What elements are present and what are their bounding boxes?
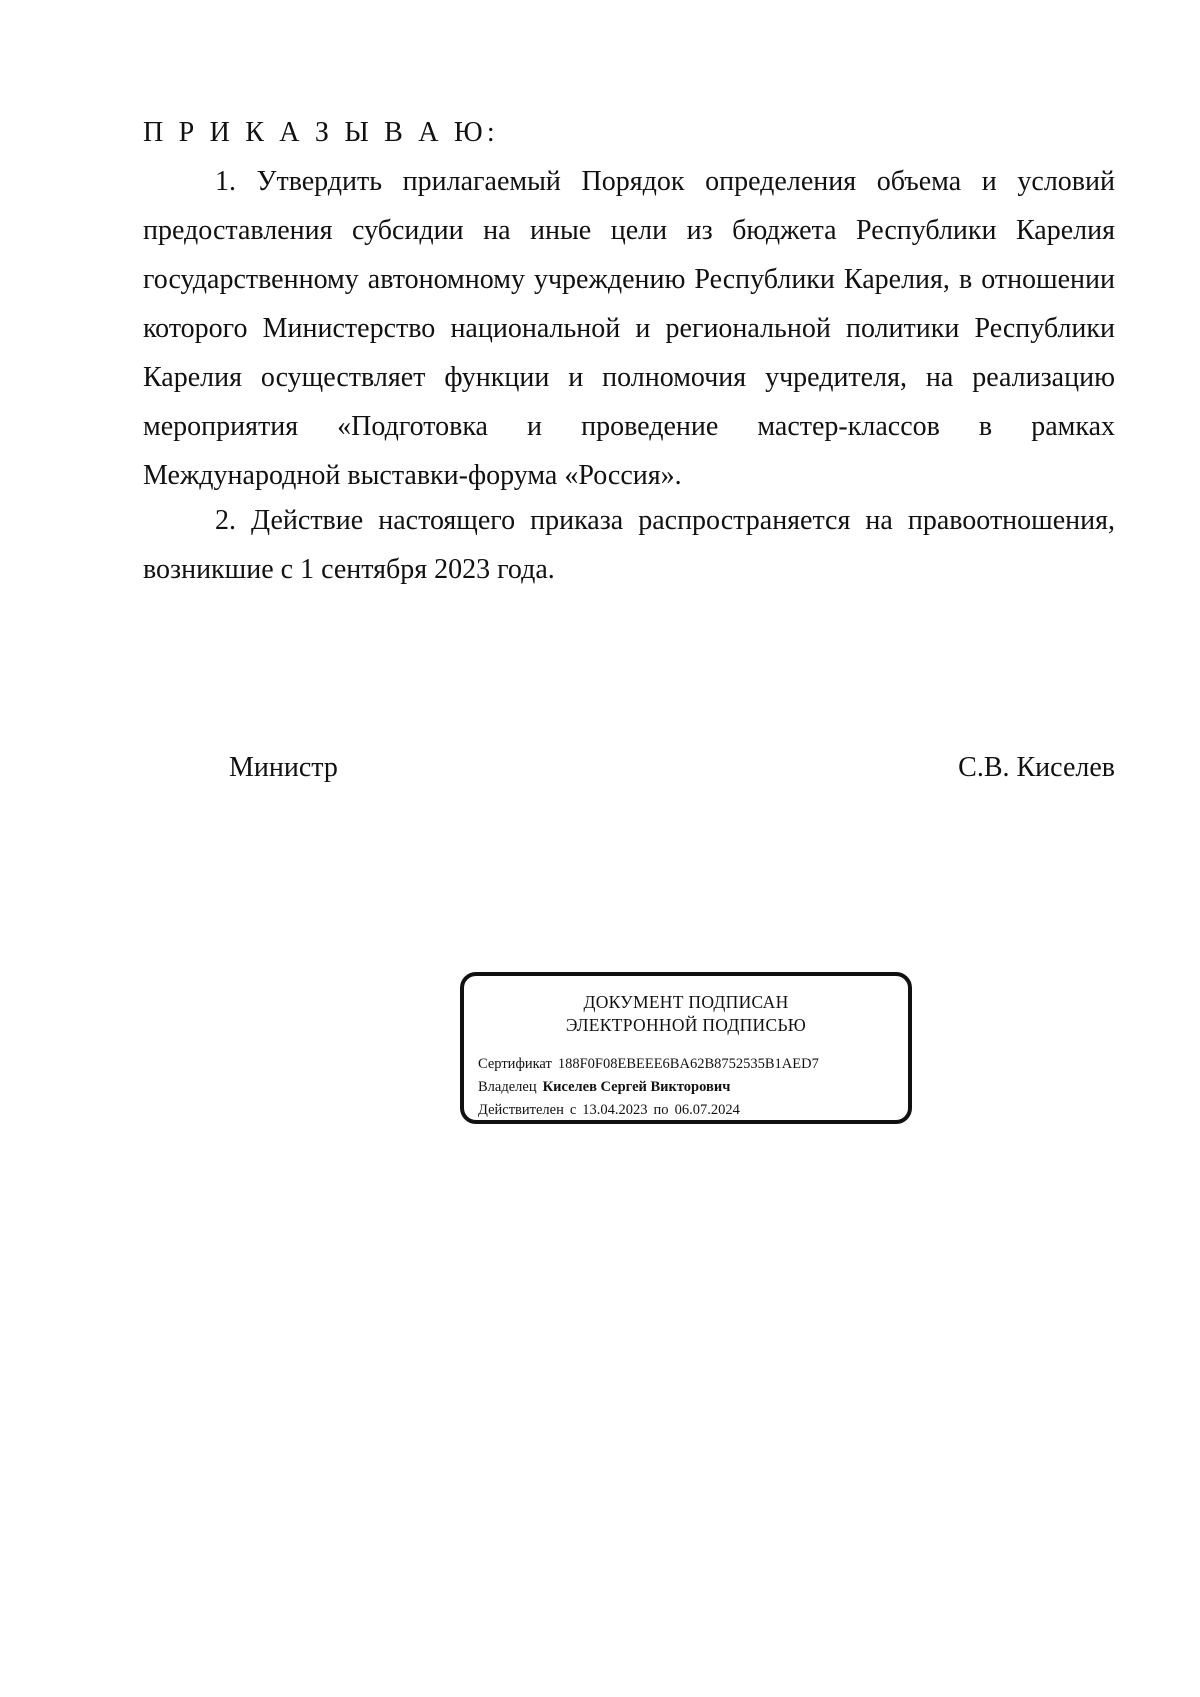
- stamp-title-line-2: ЭЛЕКТРОННОЙ ПОДПИСЬЮ: [565, 1015, 807, 1035]
- stamp-owner-row: [478, 1077, 730, 1097]
- stamp-valid-to: 06.07.2024: [674, 1102, 740, 1118]
- stamp-certificate-label: Сертификат: [478, 1056, 552, 1072]
- stamp-valid-from-label: с: [569, 1102, 577, 1118]
- order-item-2-text: 2. Действие настоящего приказа распространяется на правоотношения, возникшие с 1 сентября 2023 года.: [143, 505, 1115, 585]
- electronic-signature-stamp: [460, 972, 912, 1124]
- signatory-name: С.В. Киселев: [958, 752, 1115, 783]
- stamp-certificate-row: [478, 1054, 819, 1074]
- stamp-valid-from: 13.04.2023: [582, 1102, 648, 1118]
- stamp-owner-label: Владелец: [478, 1079, 537, 1095]
- order-item-1: [143, 157, 1115, 500]
- stamp-certificate-value: 188F0F08EBEEE6BA62B8752535B1AED7: [557, 1056, 819, 1072]
- order-heading: П Р И К А З Ы В А Ю:: [143, 117, 499, 148]
- stamp-valid-label: Действителен: [478, 1102, 564, 1118]
- order-item-2: [143, 496, 1115, 594]
- order-item-1-text: 1. Утвердить прилагаемый Порядок определения объема и условий предоставления субсидии на иные цели из бюджета Республики Карелия государственному автономному учреждению Республики Карелия, в отношении которого Министерство национальной и региональной политики Республики Карелия осуществляет функции и полномочия учредителя, на реализацию мероприятия «Подготовка и проведение мастер-классов в рамках Международной выставки-форума «Россия».: [143, 166, 1115, 491]
- stamp-valid-to-label: по: [653, 1102, 669, 1118]
- stamp-title-line-1: ДОКУМЕНТ ПОДПИСАН: [583, 992, 789, 1012]
- stamp-validity-row: [478, 1100, 740, 1120]
- signatory-position: Министр: [229, 752, 338, 783]
- stamp-owner-value: Киселев Сергей Викторович: [542, 1079, 731, 1095]
